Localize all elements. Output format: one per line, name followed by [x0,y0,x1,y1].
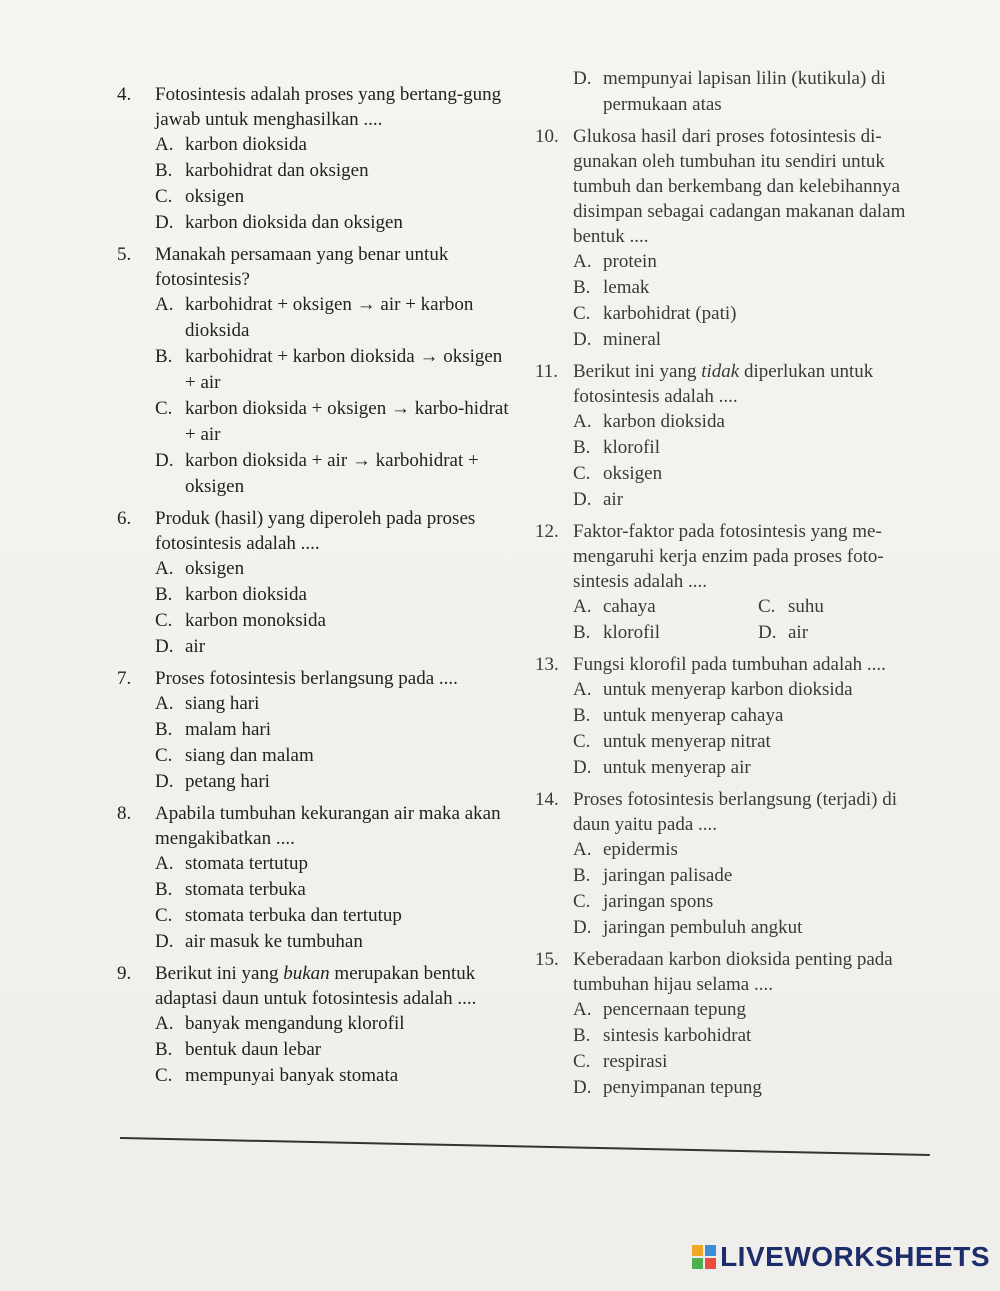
option-d[interactable]: D. jaringan pembuluh angkut [573,917,803,938]
question-number: 13. [535,654,559,675]
question-12 [535,519,935,646]
question-text: Proses fotosintesis berlangsung pada .... [155,668,458,689]
question-text: Fungsi klorofil pada tumbuhan adalah .... [573,654,886,675]
question-text: Produk (hasil) yang diperoleh pada proses fotosintesis adalah .... [155,508,476,554]
option-a[interactable]: A. siang hari [155,693,260,714]
question-text: Fotosintesis adalah proses yang bertang-gung jawab untuk menghasilkan .... [155,84,502,130]
option-d[interactable]: D. karbon dioksida + air → karbohidrat + oksigen [155,450,479,497]
question-15 [535,947,935,1101]
question-text: Keberadaan karbon dioksida penting pada tumbuhan hijau selama .... [573,949,893,995]
option-b[interactable]: B. untuk menyerap cahaya [573,705,784,726]
option-d[interactable]: D. mineral [573,329,662,350]
option-c[interactable]: C. jaringan spons [573,891,714,912]
page-bottom-rule [120,1137,930,1156]
option-a[interactable]: A. stomata tertutup [155,853,308,874]
left-column [117,82,517,1095]
question-number: 14. [535,789,559,810]
option-a[interactable]: A. oksigen [155,558,245,579]
question-number: 10. [535,126,559,147]
option-d[interactable]: D. air [573,489,624,510]
question-text: Manakah persamaan yang benar untuk fotosintesis? [155,244,449,290]
option-a[interactable]: A. protein [573,251,657,272]
question-9 [117,961,517,1089]
option-c[interactable]: C. suhu [758,596,824,617]
option-b[interactable]: B. sintesis karbohidrat [573,1025,752,1046]
option-b[interactable]: B. malam hari [155,719,271,740]
question-7 [117,666,517,795]
option-c[interactable]: C. karbohidrat (pati) [573,303,737,324]
option-c[interactable]: C. siang dan malam [155,745,314,766]
option-c[interactable]: C. respirasi [573,1051,668,1072]
question-14 [535,787,935,941]
question-9-option-d [535,66,935,118]
option-c[interactable]: C. karbon dioksida + oksigen → karbo-hidrat + air [155,398,509,445]
option-d[interactable]: D. petang hari [155,771,270,792]
option-c[interactable]: C. oksigen [155,186,245,207]
option-a[interactable]: A. epidermis [573,839,678,860]
option-c[interactable]: C. mempunyai banyak stomata [155,1065,399,1086]
liveworksheets-brand [692,1241,990,1273]
liveworksheets-logo-icon [692,1245,716,1269]
option-a[interactable]: A. banyak mengandung klorofil [155,1013,405,1034]
option-a[interactable]: A. pencernaan tepung [573,999,746,1020]
question-number: 15. [535,949,559,970]
option-d[interactable]: D. karbon dioksida dan oksigen [155,212,403,233]
option-c[interactable]: C. untuk menyerap nitrat [573,731,771,752]
question-number: 12. [535,521,559,542]
question-number: 9. [117,963,132,984]
question-number: 6. [117,508,132,529]
option-b[interactable]: B. karbon dioksida [155,584,307,605]
option-a[interactable]: A. untuk menyerap karbon dioksida [573,679,853,700]
question-10 [535,124,935,353]
question-number: 8. [117,803,132,824]
option-b[interactable]: B. karbohidrat dan oksigen [155,160,369,181]
question-text: Berikut ini yang bukan merupakan bentuk adaptasi daun untuk fotosintesis adalah .... [155,963,477,1009]
option-d[interactable]: D. untuk menyerap air [573,757,751,778]
question-number: 5. [117,244,132,265]
question-number: 7. [117,668,132,689]
question-number: 4. [117,84,132,105]
question-6 [117,506,517,660]
question-4 [117,82,517,236]
question-5 [117,242,517,500]
option-c[interactable]: C. karbon monoksida [155,610,326,631]
question-text: Apabila tumbuhan kekurangan air maka akan mengakibatkan .... [155,803,501,849]
question-number: 11. [535,361,559,382]
option-b[interactable]: B. lemak [573,277,650,298]
option-c[interactable]: C. oksigen [573,463,663,484]
question-text: Proses fotosintesis berlangsung (terjadi) di daun yaitu pada .... [573,789,898,835]
option-b[interactable]: B. klorofil [573,622,660,643]
option-d[interactable]: D. mempunyai lapisan lilin (kutikula) di permukaan atas [573,68,886,115]
option-d[interactable]: D. air [758,622,809,643]
option-c[interactable]: C. stomata terbuka dan tertutup [155,905,402,926]
question-text: Berikut ini yang tidak diperlukan untuk fotosintesis adalah .... [573,361,874,407]
option-grid [573,594,935,646]
option-b[interactable]: B. karbohidrat + karbon dioksida → oksigen + air [155,346,503,393]
question-text: Glukosa hasil dari proses fotosintesis di-gunakan oleh tumbuhan itu sendiri untuk tumbuh dan berkembang dan kelebihannya disimpan sebagai cadangan makanan dalam bentuk .... [573,126,906,247]
option-d[interactable]: D. air [155,636,206,657]
question-text: Faktor-faktor pada fotosintesis yang me-mengaruhi kerja enzim pada proses foto-sintesis adalah .... [573,521,884,592]
question-13 [535,652,935,781]
option-a[interactable]: A. karbohidrat + oksigen → air + karbon dioksida [155,294,474,341]
option-b[interactable]: B. bentuk daun lebar [155,1039,322,1060]
question-11 [535,359,935,513]
question-8 [117,801,517,955]
option-b[interactable]: B. klorofil [573,437,660,458]
option-b[interactable]: B. jaringan palisade [573,865,733,886]
right-column [535,66,935,1107]
option-d[interactable]: D. air masuk ke tumbuhan [155,931,363,952]
option-a[interactable]: A. karbon dioksida [573,411,725,432]
option-d[interactable]: D. penyimpanan tepung [573,1077,762,1098]
option-b[interactable]: B. stomata terbuka [155,879,306,900]
option-a[interactable]: A. cahaya [573,596,656,617]
brand-name: LIVEWORKSHEETS [720,1241,990,1272]
option-a[interactable]: A. karbon dioksida [155,134,307,155]
